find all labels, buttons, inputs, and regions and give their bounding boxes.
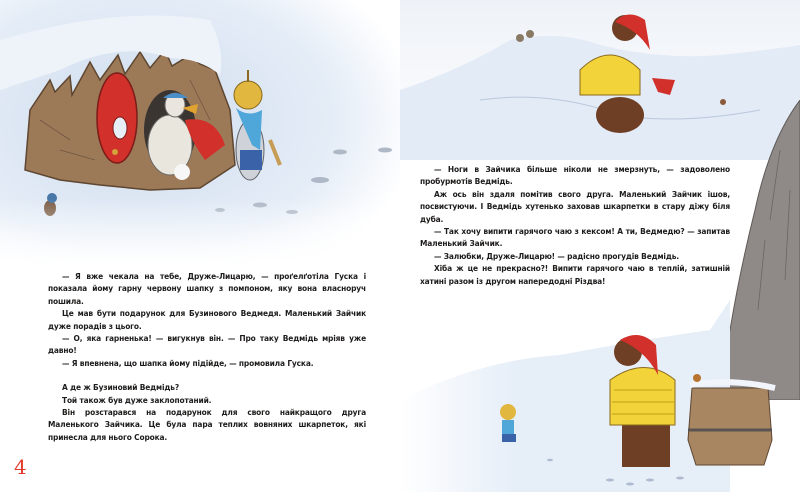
left-page-text xyxy=(48,270,366,443)
paragraph: А де ж Бузиновий Ведмідь? xyxy=(62,382,180,393)
paragraph: Хіба ж це не прекрасно?! Випити гарячого чаю в теплій, затишній хатині разом із другом напередодні Різдва! xyxy=(420,263,730,286)
paragraph: — Залюбки, Друже-Лицарю! — радісно прогудів Ведмідь. xyxy=(434,250,679,261)
paragraph: — О, яка гарненька! — вигукнув він. — Про таку Ведмідь мріяв уже давно! xyxy=(48,333,366,356)
paragraph: Це мав бути подарунок для Бузинового Ведмедя. Маленький Зайчик дуже порадів з цього. xyxy=(48,308,366,331)
paragraph: Той також був дуже заклопотаний. xyxy=(62,394,212,405)
paragraph: — Так хочу випити гарячого чаю з кексом! А ти, Ведмедю? — запитав Маленький Зайчик. xyxy=(420,226,730,249)
paragraph: — Ноги в Зайчика більше ніколи не змерзнуть, — задоволено пробурмотів Ведмідь. xyxy=(420,164,730,187)
page-number: 4 xyxy=(14,455,27,479)
paragraph: Він розстарався на подарунок для свого найкращого друга Маленького Зайчика. Це була пара теплих вовняних шкарпеток, які принесла для нього Сорока. xyxy=(48,407,366,442)
paragraph: — Я вже чекала на тебе, Друже-Лицарю, — проґелґотіла Гуска і показала йому гарну червону шапку з помпоном, яку вона власноруч пошила. xyxy=(48,271,366,306)
paragraph: Аж ось він здаля помітив свого друга. Маленький Зайчик ішов, посвистуючи. І Ведмідь хутенько заховав шкарпетки в стару діжу біля дуба. xyxy=(420,188,730,224)
illustration-goose-and-bunny-icon xyxy=(0,0,400,265)
paragraph: — Я впевнена, що шапка йому підійде, — промовила Гуска. xyxy=(62,357,314,368)
right-page xyxy=(400,0,800,492)
illustration-bear-and-barrel-icon xyxy=(400,300,800,492)
right-page-text xyxy=(420,163,730,287)
